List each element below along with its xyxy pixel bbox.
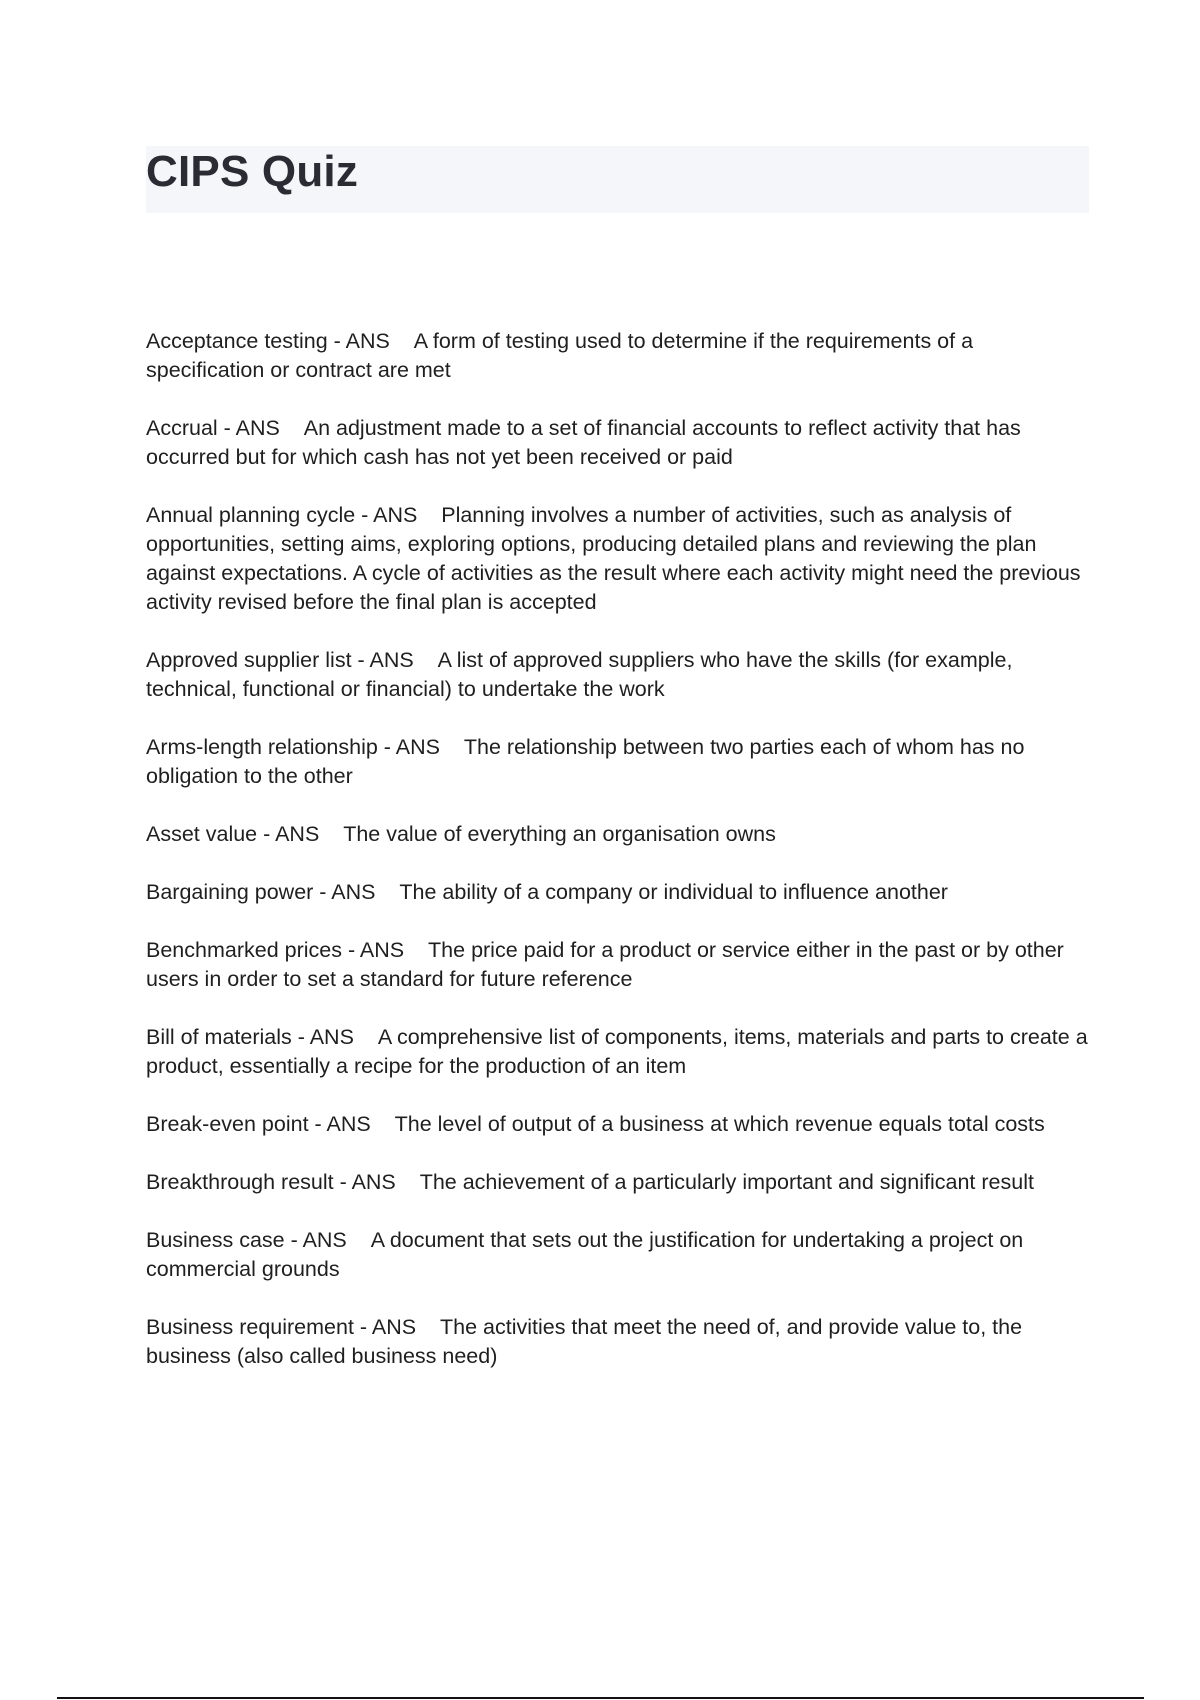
entry-definition: The achievement of a particularly important and significant result xyxy=(419,1170,1034,1194)
entry-definition: Planning involves a number of activities, such as analysis of opportunities, setting aims, exploring options, producing detailed plans and reviewing the plan against expectations. A cycle of activities as the result where each activity might need the previous activity revised before the final plan is accepted xyxy=(146,503,1081,614)
entry-definition: The level of output of a business at which revenue equals total costs xyxy=(394,1112,1045,1136)
glossary-entry xyxy=(146,878,1096,907)
entry-definition: A list of approved suppliers who have the skills (for example, technical, functional or financial) to undertake the work xyxy=(146,648,1013,701)
glossary-entry xyxy=(146,936,1096,994)
glossary-entry xyxy=(146,646,1096,704)
glossary-list xyxy=(146,327,1096,1400)
glossary-entry xyxy=(146,1110,1096,1139)
entry-definition: The price paid for a product or service either in the past or by other users in order to set a standard for future reference xyxy=(146,938,1064,991)
entry-ans-label: ANS xyxy=(326,1112,371,1136)
entry-term: Asset value - xyxy=(146,822,271,846)
entry-ans-label: ANS xyxy=(395,735,440,759)
entry-ans-label: ANS xyxy=(331,880,376,904)
entry-ans-label: ANS xyxy=(235,416,280,440)
entry-term: Business case - xyxy=(146,1228,298,1252)
entry-definition: A comprehensive list of components, items, materials and parts to create a product, essentially a recipe for the production of an item xyxy=(146,1025,1088,1078)
entry-ans-label: ANS xyxy=(373,503,418,527)
entry-term: Business requirement - xyxy=(146,1315,368,1339)
entry-term: Bill of materials - xyxy=(146,1025,305,1049)
entry-definition: The ability of a company or individual to influence another xyxy=(399,880,948,904)
glossary-entry xyxy=(146,1168,1096,1197)
glossary-entry xyxy=(146,414,1096,472)
entry-ans-label: ANS xyxy=(371,1315,417,1339)
entry-term: Benchmarked prices - xyxy=(146,938,356,962)
entry-ans-label: ANS xyxy=(351,1170,396,1194)
entry-term: Acceptance testing - xyxy=(146,329,341,353)
entry-term: Break-even point - xyxy=(146,1112,322,1136)
entry-ans-label: ANS xyxy=(369,648,414,672)
entry-ans-label: ANS xyxy=(302,1228,347,1252)
entry-ans-label: ANS xyxy=(359,938,405,962)
entry-definition: A document that sets out the justification for undertaking a project on commercial grounds xyxy=(146,1228,1024,1281)
entry-definition: The relationship between two parties each of whom has no obligation to the other xyxy=(146,735,1025,788)
entry-term: Approved supplier list - xyxy=(146,648,365,672)
entry-term: Breakthrough result - xyxy=(146,1170,347,1194)
bottom-divider xyxy=(57,1697,1144,1699)
glossary-entry xyxy=(146,327,1096,385)
entry-definition: An adjustment made to a set of financial accounts to reflect activity that has occurred but for which cash has not yet been received or paid xyxy=(146,416,1021,469)
entry-definition: The activities that meet the need of, and provide value to, the business (also called business need) xyxy=(146,1315,1023,1368)
entry-term: Accrual - xyxy=(146,416,231,440)
glossary-entry xyxy=(146,501,1096,617)
entry-ans-label: ANS xyxy=(275,822,320,846)
glossary-entry xyxy=(146,1023,1096,1081)
page-title: CIPS Quiz xyxy=(146,147,359,196)
glossary-entry xyxy=(146,820,1096,849)
glossary-entry xyxy=(146,1313,1096,1371)
entry-term: Arms-length relationship - xyxy=(146,735,391,759)
entry-definition: The value of everything an organisation owns xyxy=(343,822,776,846)
entry-ans-label: ANS xyxy=(345,329,390,353)
glossary-entry xyxy=(146,733,1096,791)
entry-ans-label: ANS xyxy=(309,1025,354,1049)
entry-term: Bargaining power - xyxy=(146,880,327,904)
entry-definition: A form of testing used to determine if the requirements of a specification or contract are met xyxy=(146,329,974,382)
glossary-entry xyxy=(146,1226,1096,1284)
entry-term: Annual planning cycle - xyxy=(146,503,369,527)
